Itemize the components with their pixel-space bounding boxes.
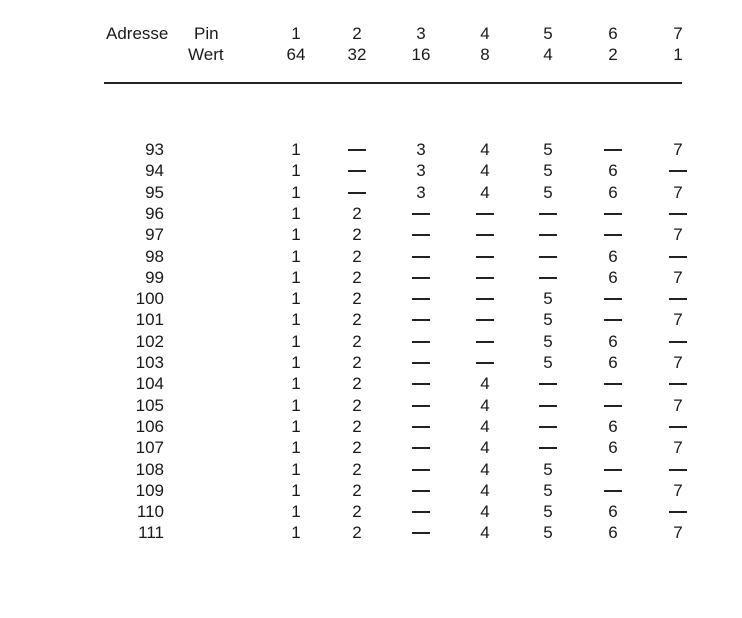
pin-cell-7: 7 — [673, 140, 683, 159]
pin-cell-7: 7 — [673, 353, 683, 372]
dash-mark — [669, 170, 687, 172]
pin-cell-1: 1 — [291, 502, 301, 522]
address-cell: 101 — [135, 310, 164, 330]
pin-cell-1: 1 — [291, 289, 301, 309]
dash-mark — [412, 213, 430, 215]
dash-mark — [669, 213, 687, 215]
pin-cell-7: 7 — [673, 395, 683, 415]
dash-mark — [669, 511, 687, 513]
dash-mark — [412, 256, 430, 258]
address-cell: 104 — [135, 374, 164, 394]
pin-cell-1: 1 — [291, 310, 301, 330]
address-cell: 111 — [138, 523, 164, 543]
pin-number-4: 4 — [480, 24, 490, 43]
pin-cell-1: 1 — [291, 225, 301, 245]
dash-mark — [476, 234, 494, 236]
dash-mark — [604, 213, 622, 215]
pin-cell-1: 1 — [291, 480, 301, 500]
pin-cell-6: 6 — [608, 246, 618, 266]
pin-cell-3: 3 — [416, 140, 426, 159]
pin-cell-4: 4 — [480, 523, 490, 543]
dash-mark — [604, 298, 622, 300]
address-cell: 102 — [135, 331, 164, 351]
pin-cell-5: 5 — [543, 480, 553, 500]
dash-mark — [669, 469, 687, 471]
pin-cell-7: 7 — [673, 310, 683, 330]
address-cell: 98 — [145, 246, 164, 266]
pin-number-5: 5 — [543, 24, 553, 43]
pin-cell-6: 6 — [608, 523, 618, 543]
pin-cell-2: 2 — [352, 459, 362, 479]
pin-cell-2: 2 — [352, 225, 362, 245]
dash-mark — [604, 383, 622, 385]
dash-mark — [604, 149, 622, 151]
address-cell: 109 — [135, 480, 164, 500]
address-cell: 110 — [136, 502, 164, 522]
address-cell: 103 — [135, 353, 164, 372]
pin-cell-3: 3 — [416, 182, 426, 202]
address-cell: 96 — [145, 203, 164, 223]
dash-mark — [412, 234, 430, 236]
pin-cell-1: 1 — [291, 161, 301, 181]
pin-cell-4: 4 — [480, 416, 490, 436]
address-cell: 105 — [135, 395, 164, 415]
pin-cell-7: 7 — [673, 523, 683, 543]
pin-cell-2: 2 — [352, 331, 362, 351]
dash-mark — [476, 256, 494, 258]
pin-cell-1: 1 — [291, 203, 301, 223]
address-cell: 106 — [135, 416, 164, 436]
pin-cell-7: 7 — [673, 438, 683, 458]
pin-cell-2: 2 — [352, 480, 362, 500]
pin-number-2: 2 — [352, 24, 362, 43]
pin-cell-5: 5 — [543, 331, 553, 351]
pin-cell-2: 2 — [352, 374, 362, 394]
dash-mark — [604, 319, 622, 321]
address-cell: 108 — [135, 459, 164, 479]
pin-number-7: 7 — [673, 24, 683, 43]
pin-cell-5: 5 — [543, 140, 553, 159]
pin-value-4: 8 — [480, 45, 490, 64]
dash-mark — [412, 362, 430, 364]
pin-value-1: 64 — [286, 45, 306, 64]
address-cell: 94 — [145, 161, 164, 181]
pin-cell-2: 2 — [352, 395, 362, 415]
pin-cell-5: 5 — [543, 459, 553, 479]
pin-cell-5: 5 — [543, 289, 553, 309]
address-cell: 100 — [135, 289, 164, 309]
dash-mark — [669, 256, 687, 258]
header-rule — [104, 82, 682, 84]
address-cell: 107 — [135, 438, 164, 458]
dash-mark — [604, 405, 622, 407]
pin-cell-3: 3 — [416, 161, 426, 181]
dash-mark — [539, 405, 557, 407]
pin-cell-1: 1 — [291, 523, 301, 543]
pin-cell-1: 1 — [291, 374, 301, 394]
dash-mark — [669, 341, 687, 343]
pin-cell-4: 4 — [480, 140, 490, 159]
pin-cell-6: 6 — [608, 182, 618, 202]
pin-cell-1: 1 — [291, 140, 301, 159]
dash-mark — [476, 213, 494, 215]
dash-mark — [669, 426, 687, 428]
dash-mark — [669, 383, 687, 385]
pin-cell-2: 2 — [352, 353, 362, 372]
dash-mark — [412, 511, 430, 513]
pin-value-6: 2 — [608, 45, 618, 64]
dash-mark — [412, 341, 430, 343]
dash-mark — [412, 319, 430, 321]
address-cell: 93 — [145, 140, 164, 159]
dash-mark — [412, 298, 430, 300]
dash-mark — [348, 149, 366, 151]
pin-cell-6: 6 — [608, 331, 618, 351]
dash-mark — [539, 277, 557, 279]
pin-cell-1: 1 — [291, 438, 301, 458]
pin-cell-5: 5 — [543, 161, 553, 181]
pin-cell-4: 4 — [480, 480, 490, 500]
pin-cell-2: 2 — [352, 416, 362, 436]
dash-mark — [476, 298, 494, 300]
dash-mark — [669, 298, 687, 300]
pin-cell-1: 1 — [291, 331, 301, 351]
dash-mark — [539, 256, 557, 258]
pin-cell-2: 2 — [352, 203, 362, 223]
pin-cell-5: 5 — [543, 502, 553, 522]
pin-cell-4: 4 — [480, 374, 490, 394]
dash-mark — [539, 383, 557, 385]
pin-cell-6: 6 — [608, 353, 618, 372]
dash-mark — [412, 426, 430, 428]
pin-cell-1: 1 — [291, 416, 301, 436]
pin-cell-4: 4 — [480, 438, 490, 458]
dash-mark — [476, 341, 494, 343]
pin-number-3: 3 — [416, 24, 426, 43]
address-cell: 99 — [145, 267, 164, 287]
dash-mark — [412, 277, 430, 279]
pin-cell-6: 6 — [608, 416, 618, 436]
pin-cell-6: 6 — [608, 438, 618, 458]
dash-mark — [539, 234, 557, 236]
dash-mark — [412, 405, 430, 407]
pin-cell-4: 4 — [480, 502, 490, 522]
pin-cell-6: 6 — [608, 502, 618, 522]
pin-cell-2: 2 — [352, 289, 362, 309]
dash-mark — [412, 490, 430, 492]
dash-mark — [604, 469, 622, 471]
dash-mark — [476, 362, 494, 364]
dash-mark — [412, 469, 430, 471]
pin-cell-4: 4 — [480, 459, 490, 479]
pin-cell-4: 4 — [480, 161, 490, 181]
pin-cell-5: 5 — [543, 523, 553, 543]
dash-mark — [539, 213, 557, 215]
dash-mark — [348, 192, 366, 194]
dash-mark — [539, 426, 557, 428]
dash-mark — [476, 277, 494, 279]
dash-mark — [539, 447, 557, 449]
pin-cell-5: 5 — [543, 310, 553, 330]
pin-value-2: 32 — [347, 45, 367, 64]
pin-cell-1: 1 — [291, 246, 301, 266]
dash-mark — [604, 490, 622, 492]
value-header-label: Wert — [188, 45, 224, 64]
pin-cell-5: 5 — [543, 182, 553, 202]
dash-mark — [604, 234, 622, 236]
pin-cell-7: 7 — [673, 182, 683, 202]
dash-mark — [476, 319, 494, 321]
pin-cell-7: 7 — [673, 225, 683, 245]
pin-header-label: Pin — [194, 24, 219, 43]
dash-mark — [412, 447, 430, 449]
pin-cell-1: 1 — [291, 353, 301, 372]
pin-cell-2: 2 — [352, 267, 362, 287]
pin-number-6: 6 — [608, 24, 618, 43]
pin-cell-1: 1 — [291, 459, 301, 479]
dash-mark — [412, 532, 430, 534]
address-cell: 95 — [145, 182, 164, 202]
pin-cell-1: 1 — [291, 395, 301, 415]
pin-number-1: 1 — [291, 24, 301, 43]
dash-mark — [412, 383, 430, 385]
pin-cell-4: 4 — [480, 182, 490, 202]
pin-value-5: 4 — [543, 45, 553, 64]
pin-cell-2: 2 — [352, 246, 362, 266]
pin-cell-7: 7 — [673, 480, 683, 500]
pin-cell-2: 2 — [352, 310, 362, 330]
pin-cell-2: 2 — [352, 438, 362, 458]
pin-cell-2: 2 — [352, 523, 362, 543]
dash-mark — [348, 170, 366, 172]
pin-cell-6: 6 — [608, 161, 618, 181]
pin-cell-4: 4 — [480, 395, 490, 415]
address-header-label: Adresse — [106, 24, 169, 43]
pin-cell-5: 5 — [543, 353, 553, 372]
pin-value-3: 16 — [411, 45, 431, 64]
pin-cell-2: 2 — [352, 502, 362, 522]
address-cell: 97 — [145, 225, 164, 245]
pin-value-7: 1 — [673, 45, 683, 64]
pin-cell-1: 1 — [291, 182, 301, 202]
pin-cell-7: 7 — [673, 267, 683, 287]
pin-cell-6: 6 — [608, 267, 618, 287]
pin-cell-1: 1 — [291, 267, 301, 287]
